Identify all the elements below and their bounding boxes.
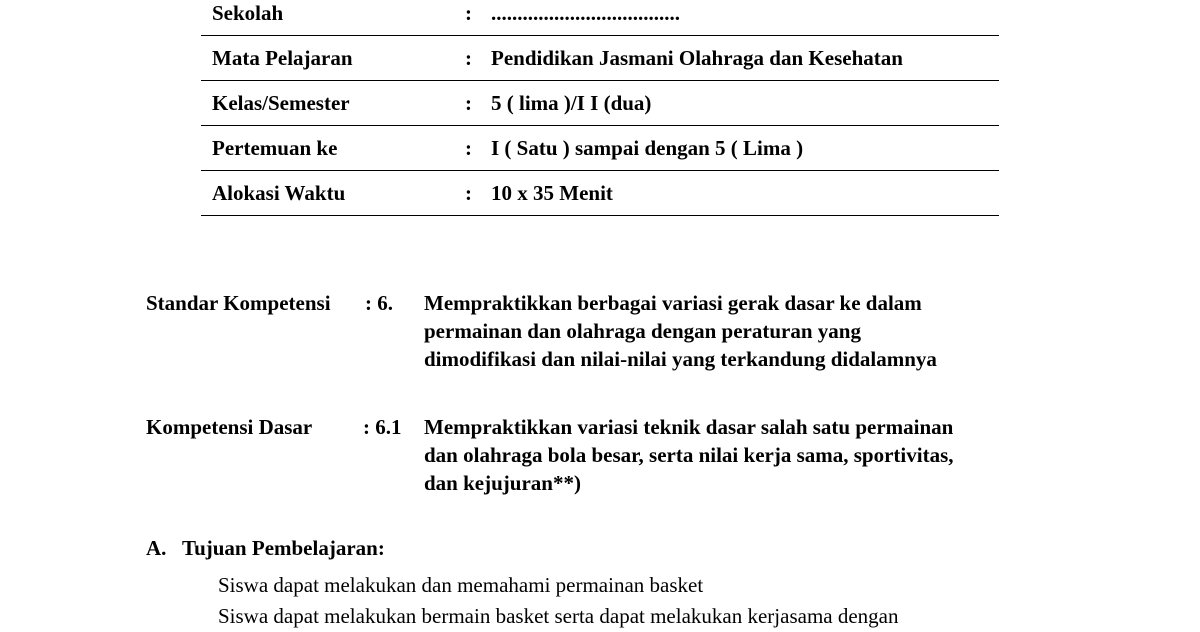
info-colon: : <box>465 91 472 115</box>
section-marker: A. <box>146 536 167 560</box>
info-colon: : <box>465 46 472 70</box>
info-value: Pendidikan Jasmani Olahraga dan Kesehatan <box>491 46 903 70</box>
info-label: Alokasi Waktu <box>212 181 346 205</box>
info-colon: : <box>465 1 472 25</box>
kompetensi-dasar-label: Kompetensi Dasar <box>146 415 313 439</box>
dasar-line: dan olahraga bola besar, serta nilai kerja sama, sportivitas, <box>424 443 954 467</box>
info-value: 5 ( lima )/I I (dua) <box>491 91 652 115</box>
info-colon: : <box>465 136 472 160</box>
kompetensi-dasar-text <box>424 413 954 497</box>
info-row-mata-pelajaran <box>201 36 999 81</box>
info-table <box>201 0 999 216</box>
info-label: Mata Pelajaran <box>212 46 353 70</box>
info-value: I ( Satu ) sampai dengan 5 ( Lima ) <box>491 136 804 160</box>
list-item: Siswa dapat melakukan bermain basket serta dapat melakukan kerjasama dengan <box>218 604 899 628</box>
info-label: Sekolah <box>212 1 284 25</box>
info-row-sekolah <box>201 0 999 36</box>
standar-line: permainan dan olahraga dengan peraturan yang <box>424 319 861 343</box>
info-colon: : <box>465 181 472 205</box>
dasar-line: dan kejujuran**) <box>424 471 581 495</box>
kompetensi-dasar-number: : 6.1 <box>363 415 402 439</box>
standar-kompetensi-text <box>424 289 937 373</box>
standar-kompetensi-label: Standar Kompetensi <box>146 291 331 315</box>
info-row-alokasi-waktu <box>201 171 999 216</box>
info-row-pertemuan <box>201 126 999 171</box>
standar-kompetensi-number: : 6. <box>365 291 393 315</box>
info-label: Pertemuan ke <box>212 136 338 160</box>
standar-line: dimodifikasi dan nilai-nilai yang terkandung didalamnya <box>424 347 937 371</box>
info-value: 10 x 35 Menit <box>491 181 613 205</box>
tujuan-list <box>218 570 899 632</box>
standar-line: Mempraktikkan berbagai variasi gerak dasar ke dalam <box>424 291 922 315</box>
info-value: .................................... <box>491 1 680 25</box>
list-item: Siswa dapat melakukan dan memahami permainan basket <box>218 573 704 597</box>
dasar-line: Mempraktikkan variasi teknik dasar salah satu permainan <box>424 415 954 439</box>
section-heading-tujuan <box>146 536 385 561</box>
info-row-kelas-semester <box>201 81 999 126</box>
info-label: Kelas/Semester <box>212 91 350 115</box>
section-title: Tujuan Pembelajaran: <box>182 536 385 560</box>
